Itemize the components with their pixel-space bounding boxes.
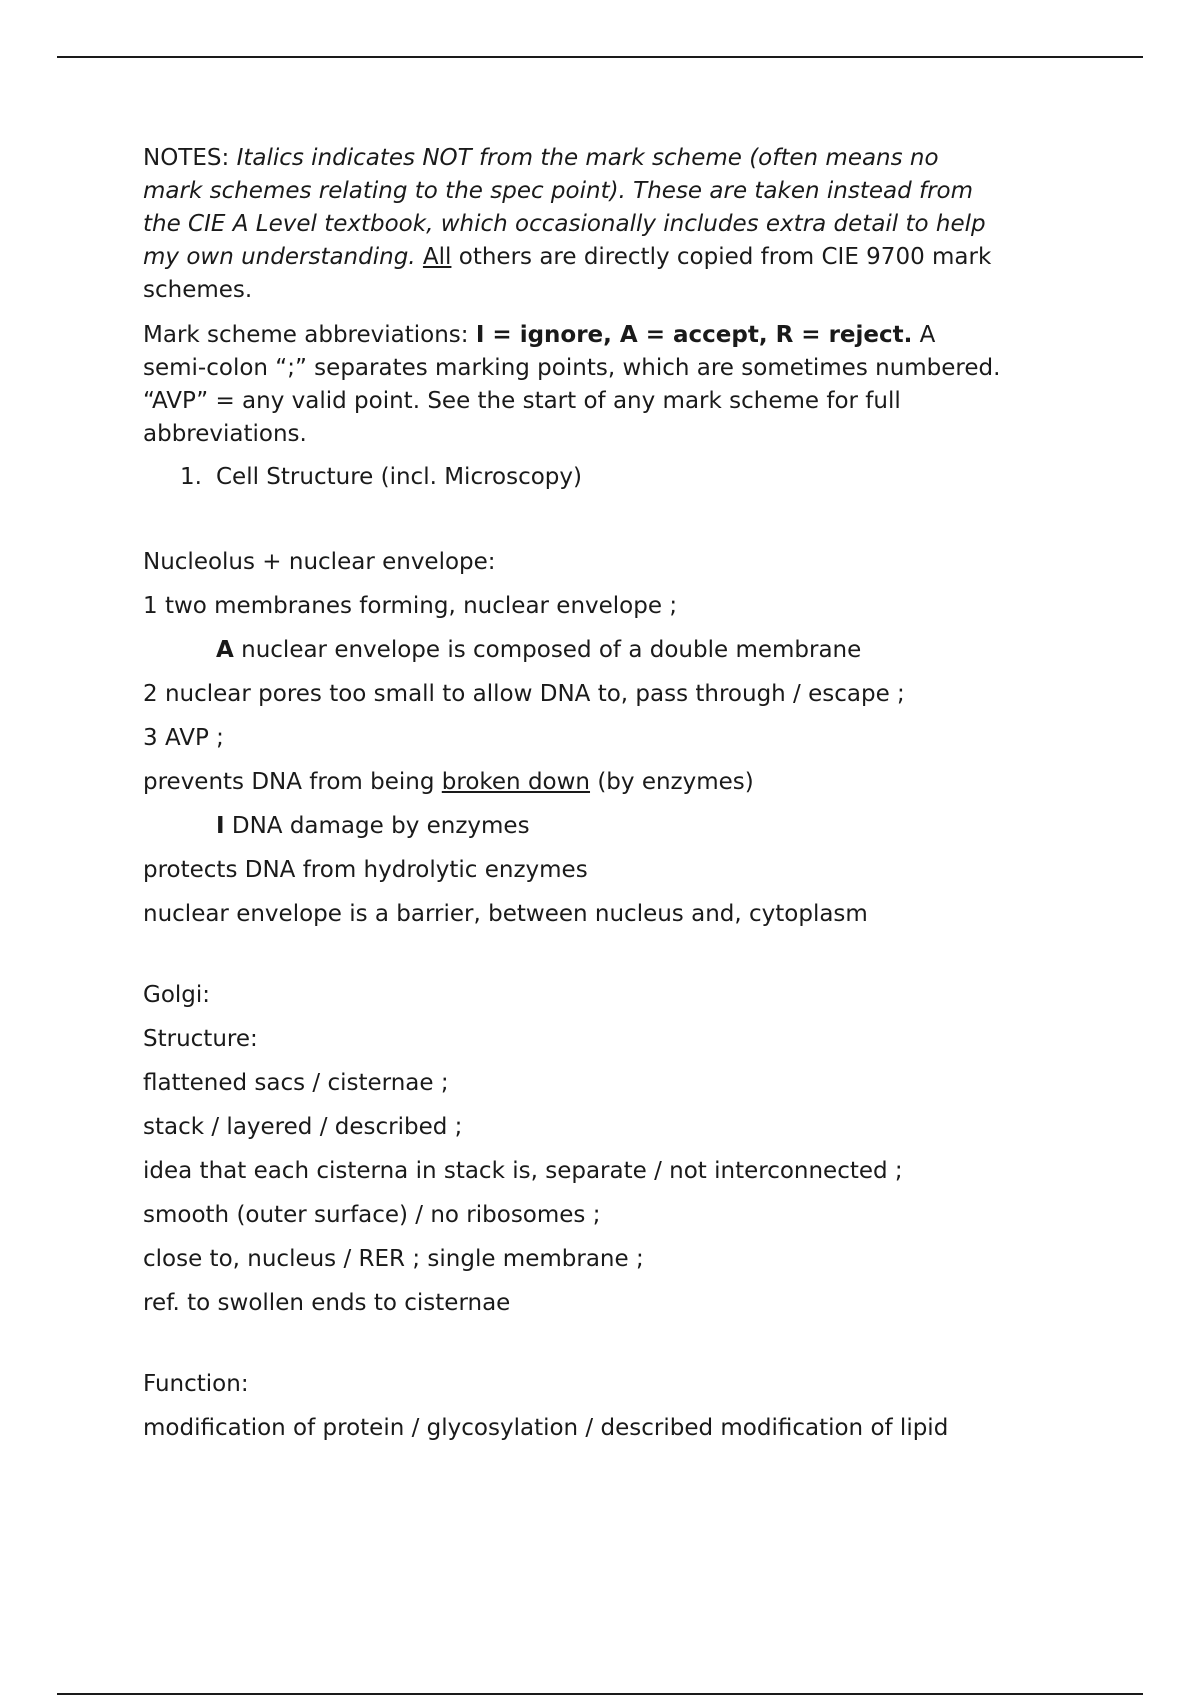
nucleolus-protects: protects DNA from hydrolytic enzymes xyxy=(143,857,588,883)
golgi-structure-point: flattened sacs / cisternae ; xyxy=(143,1070,449,1096)
ignore-marker: I xyxy=(216,813,225,839)
notes-italic-text: Italics indicates NOT from the mark scheme (often means no mark schemes relating to the spec point). These are taken instead from the CIE A Level textbook, which occasionally includes extra detail to help my own understanding. xyxy=(143,145,986,270)
golgi-heading: Golgi: xyxy=(143,982,211,1008)
spacer xyxy=(143,1333,1003,1370)
nucleolus-barrier: nuclear envelope is a barrier, between nucleus and, cytoplasm xyxy=(143,901,868,927)
golgi-function-point: modification of protein / glycosylation / described modification of lipid xyxy=(143,1415,949,1441)
nucleolus-ignore-note xyxy=(143,812,1003,840)
spacer xyxy=(143,944,1003,981)
header-rule xyxy=(57,56,1143,58)
nucleolus-point-3: 3 AVP ; xyxy=(143,725,224,751)
document-body xyxy=(143,142,1003,1458)
abbreviations-lead: Mark scheme abbreviations: xyxy=(143,322,476,348)
golgi-function-heading: Function: xyxy=(143,1371,249,1397)
nucleolus-section xyxy=(143,548,1003,928)
prevents-rest: (by enzymes) xyxy=(590,769,754,795)
list-item-cell-structure xyxy=(143,461,1003,494)
ignore-text: DNA damage by enzymes xyxy=(224,813,530,839)
notes-all-underlined: All xyxy=(422,244,452,270)
abbreviations-bold: I = ignore, A = accept, R = reject. xyxy=(475,322,913,348)
golgi-section xyxy=(143,981,1003,1442)
list-label: Cell Structure (incl. Microscopy) xyxy=(216,464,582,490)
spacer xyxy=(143,494,1003,548)
prevents-lead: prevents DNA from being xyxy=(143,769,442,795)
notes-lead: NOTES: xyxy=(143,145,237,171)
nucleolus-heading: Nucleolus + nuclear envelope: xyxy=(143,549,496,575)
list-number: 1. xyxy=(180,464,202,490)
golgi-structure-heading: Structure: xyxy=(143,1026,258,1052)
notes-space xyxy=(416,244,423,270)
golgi-structure-point: smooth (outer surface) / no ribosomes ; xyxy=(143,1202,601,1228)
golgi-structure-point: stack / layered / described ; xyxy=(143,1114,463,1140)
abbreviations-rest: A semi-colon “;” separates marking points, which are sometimes numbered. “AVP” = any valid point. See the start of any mark scheme for full abbreviations. xyxy=(143,322,1001,447)
nucleolus-prevents xyxy=(143,768,1003,796)
notes-rest: others are directly copied from CIE 9700 mark schemes. xyxy=(143,244,992,303)
footer-rule xyxy=(57,1693,1143,1695)
nucleolus-point-2: 2 nuclear pores too small to allow DNA to, pass through / escape ; xyxy=(143,681,905,707)
prevents-underlined: broken down xyxy=(441,769,591,795)
abbreviations-paragraph xyxy=(143,319,1003,451)
nucleolus-accept-note xyxy=(143,636,1003,664)
golgi-structure-point: idea that each cisterna in stack is, separate / not interconnected ; xyxy=(143,1158,903,1184)
accept-marker: A xyxy=(216,637,234,663)
notes-paragraph xyxy=(143,142,1003,307)
golgi-structure-point: ref. to swollen ends to cisternae xyxy=(143,1290,511,1316)
accept-text: nuclear envelope is composed of a double membrane xyxy=(233,637,862,663)
nucleolus-point-1: 1 two membranes forming, nuclear envelope ; xyxy=(143,593,678,619)
golgi-structure-point: close to, nucleus / RER ; single membrane ; xyxy=(143,1246,644,1272)
